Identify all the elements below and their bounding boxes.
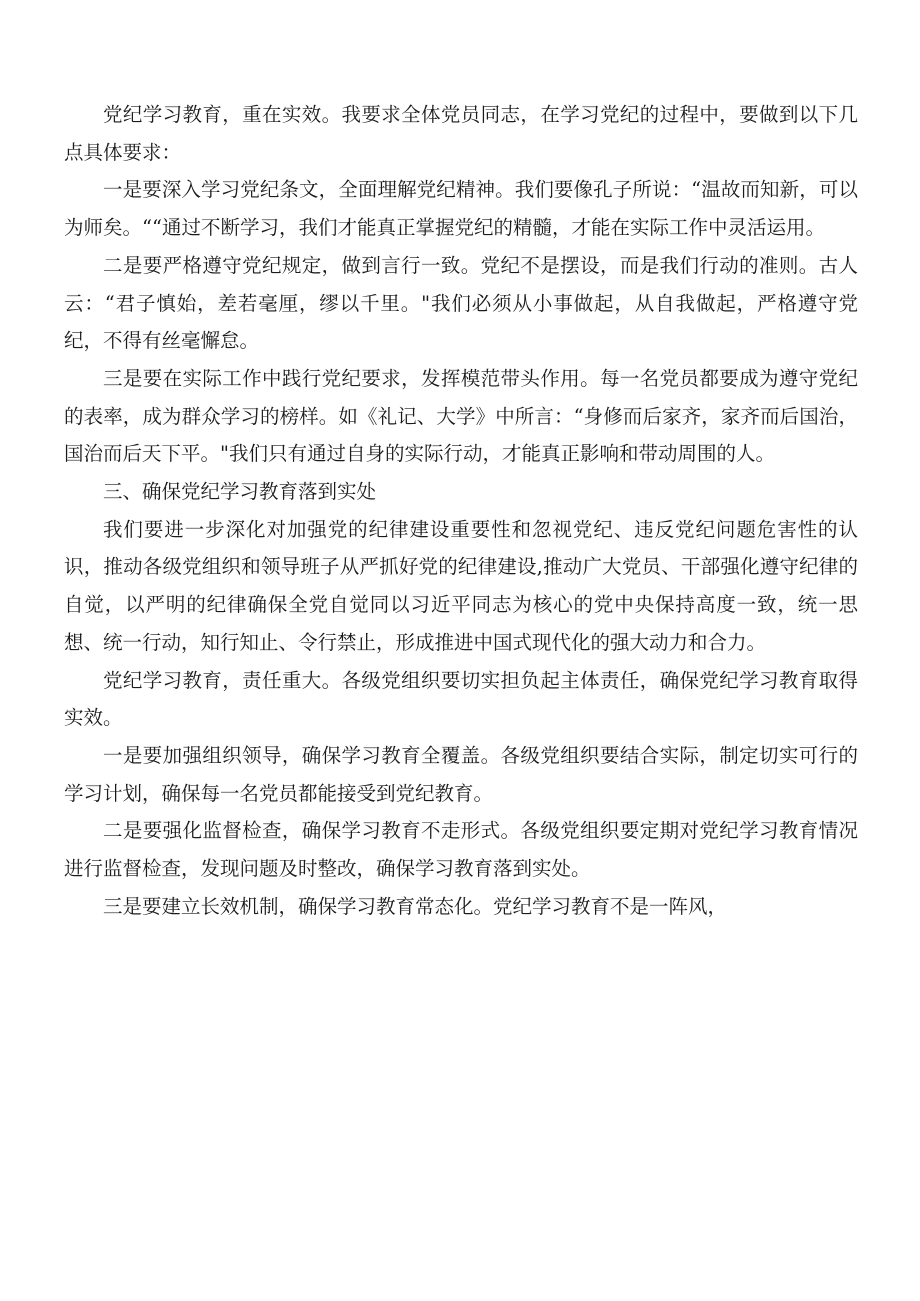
paragraph-measure-1: 一是要加强组织领导，确保学习教育全覆盖。各级党组织要结合实际，制定切实可行的学习计划，确保每一名党员都能接受到党纪教育。 <box>64 743 858 805</box>
paragraph-intro: 党纪学习教育，重在实效。我要求全体党员同志，在学习党纪的过程中，要做到以下几点具体要求： <box>64 103 858 164</box>
paragraph-point-2: 二是要严格遵守党纪规定，做到言行一致。党纪不是摆设，而是我们行动的准则。古人云：“君子慎始，差若毫厘，缪以千里。"我们必须从小事做起，从自我做起，严格遵守党纪，不得有丝毫懈怠。 <box>64 253 858 353</box>
paragraph-point-1: 一是要深入学习党纪条文，全面理解党纪精神。我们要像孔子所说：“温故而知新，可以为师矣。““通过不断学习，我们才能真正掌握党纪的精髓，才能在实际工作中灵活运用。 <box>64 178 858 240</box>
paragraph-measure-3: 三是要建立长效机制，确保学习教育常态化。党纪学习教育不是一阵风， <box>103 894 728 918</box>
paragraph-measure-2: 二是要强化监督检查，确保学习教育不走形式。各级党组织要定期对党纪学习教育情况进行监督检查，发现问题及时整改，确保学习教育落到实处。 <box>64 819 858 881</box>
paragraph-point-3: 三是要在实际工作中践行党纪要求，发挥模范带头作用。每一名党员都要成为遵守党纪的表率，成为群众学习的榜样。如《礼记、大学》中所言：“身修而后家齐，家齐而后国治，国治而后天下平。"我们只有通过自身的实际行动，才能真正影响和带动周围的人。 <box>64 366 858 466</box>
paragraph-responsibility: 党纪学习教育，责任重大。各级党组织要切实担负起主体责任，确保党纪学习教育取得实效。 <box>64 668 858 730</box>
paragraph-section-3-body: 我们要进一步深化对加强党的纪律建设重要性和忽视党纪、违反党纪问题危害性的认识，推动各级党组织和领导班子从严抓好党的纪律建设,推动广大党员、干部强化遵守纪律的自觉，以严明的纪律确保全党自觉同以习近平同志为核心的党中央保持高度一致，统一思想、统一行动，知行知止、令行禁止，形成推进中国式现代化的强大动力和合力。 <box>64 517 858 654</box>
document-body <box>64 96 858 925</box>
section-heading-3: 三、确保党纪学习教育落到实处 <box>103 480 377 504</box>
